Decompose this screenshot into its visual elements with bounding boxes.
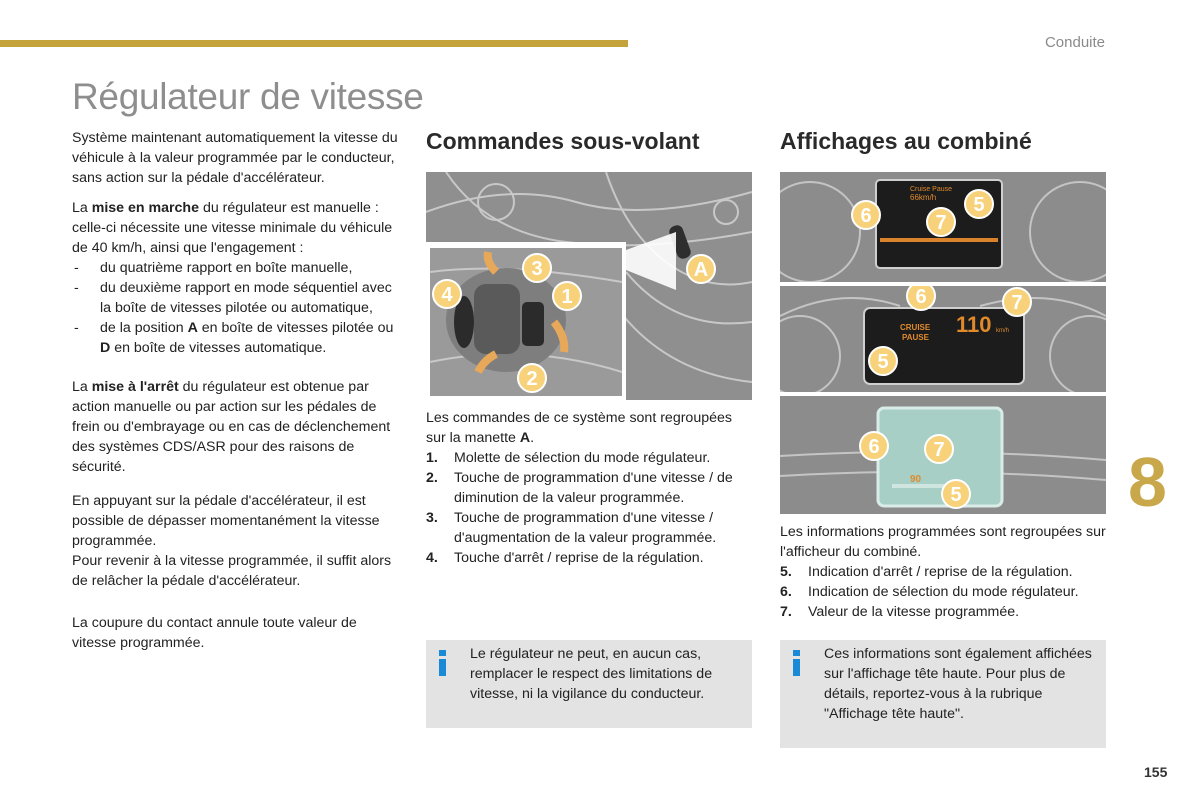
svg-text:1: 1 <box>561 286 573 308</box>
list-item: 3. Touche de programmation d'une vitesse / d'augmentation de la valeur programmée. <box>426 510 717 546</box>
conditions-list <box>72 258 402 358</box>
list-item: 6. Indication de sélection du mode régulateur. <box>780 584 1079 600</box>
callout-4-badge <box>433 280 461 308</box>
display-illustration-1 <box>780 172 1106 282</box>
svg-text:Cruise Pause: Cruise Pause <box>910 186 953 193</box>
svg-text:5: 5 <box>877 351 889 373</box>
affichages-list <box>780 562 1106 622</box>
warning-info-box <box>426 640 752 728</box>
page-number: 155 <box>1144 764 1168 780</box>
svg-text:A: A <box>693 259 709 281</box>
commandes-intro: Les commandes de ce système sont regroupées sur la manette A. <box>426 410 732 446</box>
svg-text:5: 5 <box>950 484 962 506</box>
callout-6-badge <box>907 286 935 310</box>
list-item: 4. Touche d'arrêt / reprise de la régulation. <box>426 550 704 566</box>
callout-a-badge <box>687 255 715 283</box>
svg-text:PAUSE: PAUSE <box>902 333 929 342</box>
info-icon <box>793 650 803 676</box>
svg-text:7: 7 <box>935 212 947 234</box>
svg-text:66km/h: 66km/h <box>910 193 937 202</box>
svg-text:3: 3 <box>531 258 543 280</box>
list-item: 1. Molette de sélection du mode régulateur. <box>426 450 711 466</box>
page-title: Régulateur de vitesse <box>72 76 424 117</box>
callout-5-badge <box>965 190 993 218</box>
svg-text:7: 7 <box>1011 292 1023 314</box>
section-title: Conduite <box>1044 34 1105 51</box>
hud-info-box <box>780 640 1106 748</box>
callout-1-badge <box>553 282 581 310</box>
svg-text:6: 6 <box>868 436 880 458</box>
steering-controls-illustration <box>426 172 752 400</box>
list-item: - du deuxième rapport en mode séquentiel avec la boîte de vitesses pilotée ou automatique, <box>72 278 402 318</box>
svg-text:7: 7 <box>933 439 945 461</box>
display-illustration-3 <box>780 396 1106 514</box>
revenir-paragraph: Pour revenir à la vitesse programmée, il suffit alors de relâcher la pédale d'accélérateur. <box>72 553 392 589</box>
info-text: Ces informations sont également affichées sur l'affichage tête haute. Pour plus de détails, reportez-vous à la rubrique "Affichage tête haute". <box>824 646 1092 722</box>
svg-text:90: 90 <box>910 474 922 485</box>
callout-2-badge <box>518 364 546 392</box>
svg-text:2: 2 <box>526 368 538 390</box>
coupure-paragraph: La coupure du contact annule toute valeur de vitesse programmée. <box>72 615 357 651</box>
callout-7-badge <box>1003 288 1031 316</box>
commandes-list <box>426 448 752 568</box>
svg-text:CRUISE: CRUISE <box>900 323 931 332</box>
callout-7-badge <box>927 208 955 236</box>
list-item: - de la position A en boîte de vitesses pilotée ou D en boîte de vitesses automatique. <box>72 318 402 358</box>
callout-5-badge <box>869 347 897 375</box>
svg-text:4: 4 <box>441 284 453 306</box>
callout-6-badge <box>852 201 880 229</box>
list-item: 5. Indication d'arrêt / reprise de la régulation. <box>780 564 1073 580</box>
svg-text:5: 5 <box>973 194 985 216</box>
affichages-heading: Affichages au combiné <box>780 128 1032 154</box>
callout-7-badge <box>925 435 953 463</box>
svg-text:6: 6 <box>915 286 927 308</box>
svg-text:km/h: km/h <box>996 328 1010 334</box>
callout-6-badge <box>860 432 888 460</box>
chapter-number: 8 <box>1128 443 1167 521</box>
intro-paragraph: Système maintenant automatiquement la vitesse du véhicule à la valeur programmée par le conducteur, sans action sur la pédale d'accélérateur. <box>72 130 398 186</box>
svg-text:110: 110 <box>956 312 992 337</box>
affichages-intro: Les informations programmées sont regroupées sur l'afficheur du combiné. <box>780 524 1106 560</box>
mise-a-larret-paragraph: La mise à l'arrêt du régulateur est obtenue par action manuelle ou par action sur les pédales de frein ou d'embrayage ou en cas de déclenchement des systèmes CDS/ASR pour des raisons de sécurité. <box>72 379 391 475</box>
commandes-heading: Commandes sous-volant <box>426 128 700 154</box>
mise-en-marche-paragraph: La mise en marche du régulateur est manuelle : celle-ci nécessite une vitesse minimale du véhicule de 40 km/h, ainsi que l'engagement : <box>72 200 393 256</box>
callout-5-badge <box>942 480 970 508</box>
commandes-description <box>426 408 752 568</box>
display-illustration-2 <box>780 286 1106 392</box>
list-item: - du quatrième rapport en boîte manuelle, <box>72 258 402 278</box>
info-icon <box>439 650 449 676</box>
svg-text:6: 6 <box>860 205 872 227</box>
header-accent-bar <box>0 40 628 47</box>
left-column <box>72 128 402 653</box>
info-text: Le régulateur ne peut, en aucun cas, remplacer le respect des limitations de vitesse, ni la vigilance du conducteur. <box>470 646 713 702</box>
affichages-description <box>780 522 1106 622</box>
callout-3-badge <box>523 254 551 282</box>
depasser-paragraph: En appuyant sur la pédale d'accélérateur, il est possible de dépasser momentanément la vitesse programmée. <box>72 493 380 549</box>
list-item: 7. Valeur de la vitesse programmée. <box>780 604 1020 620</box>
list-item: 2. Touche de programmation d'une vitesse / de diminution de la valeur programmée. <box>426 470 733 506</box>
